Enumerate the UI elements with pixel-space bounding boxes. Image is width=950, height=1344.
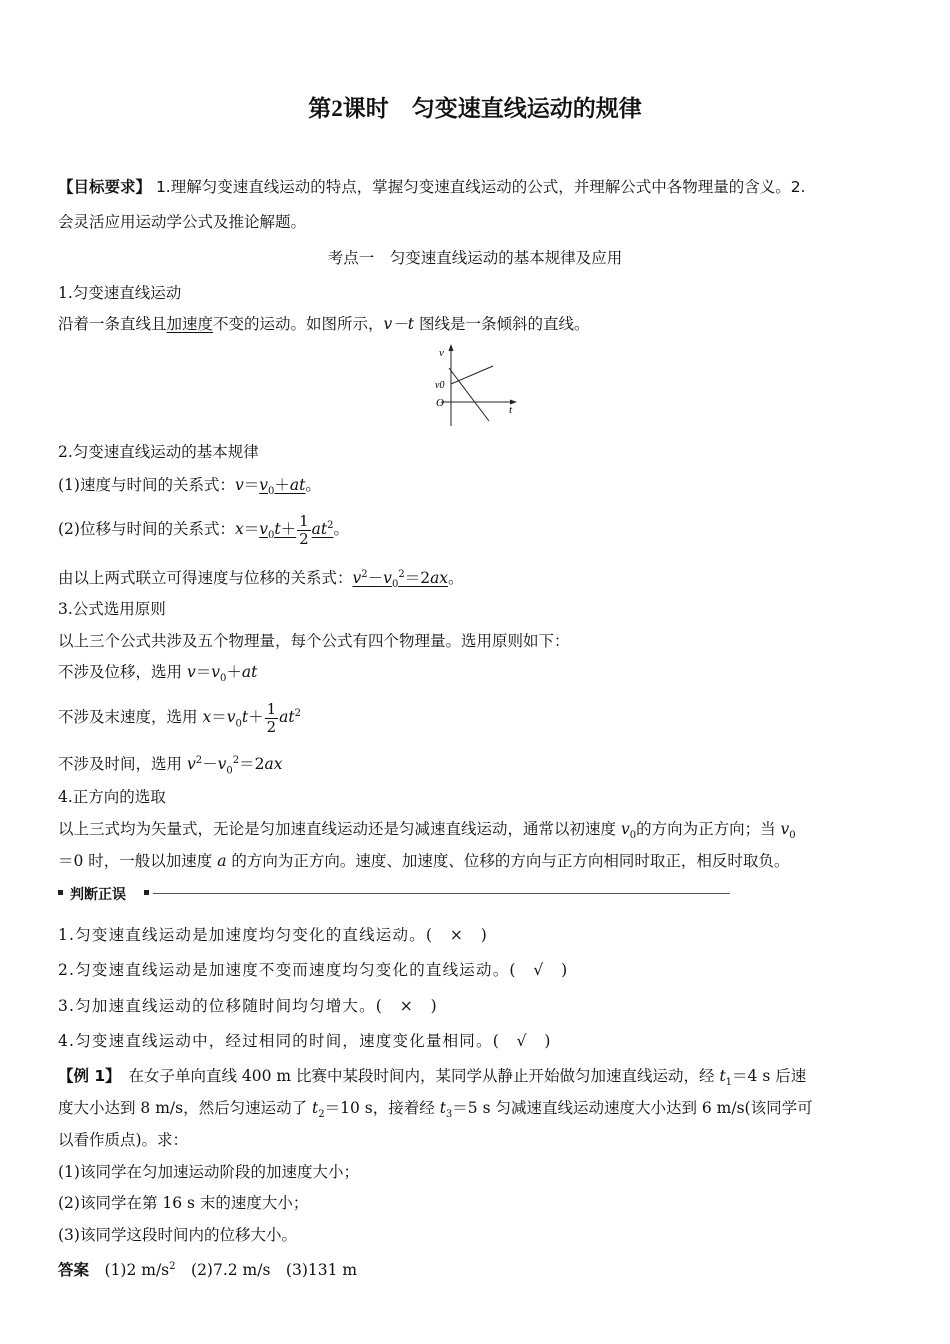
example-l1a: 在女子单向直线 400 m 比赛中某段时间内，某同学从静止开始做匀加速直线运动，经 [112,1067,720,1085]
s4-line-1b: 的方向为正方向；当 [636,820,781,838]
question-2: (2)该同学在第 16 s 末的速度大小； [58,1194,309,1212]
f2-label: (2)位移与时间的关系式： [58,520,235,539]
graph-y-arrow [449,344,454,351]
s1-vt: v－t [383,315,415,333]
question-3: (3)该同学这段时间内的位移大小。 [58,1226,297,1244]
judge-item: 1.匀变速直线运动是加速度均匀变化的直线运动。( × ) [58,926,488,944]
f1-label: (1)速度与时间的关系式： [58,476,235,494]
judge-section-bar [58,884,730,902]
judge-label: 判断正误 [70,887,126,903]
s2-heading: 2.匀变速直线运动的基本规律 [58,443,259,461]
example-l2c: ＝5 s 匀减速直线运动速度大小达到 6 m/s(该同学可 [452,1099,813,1117]
square-bullet-right [144,890,149,895]
formula-velocity: (1)速度与时间的关系式：$v=v_0+at$。 [58,476,321,498]
example-label: 【例 1】 [58,1067,113,1085]
judge-item: 3.匀加速直线运动的位移随时间均匀增大。( × ) [58,997,438,1015]
answer-sup: 2 [169,1261,176,1272]
title-number: 2 [331,96,343,121]
square-bullet-left [58,890,63,895]
formula-displacement: (2)位移与时间的关系式：$x=v_0t+$ $\frac{1}{2}$ $at^2$。 [58,511,350,548]
rule-no-final-velocity: 不涉及末速度，选用 $x=v_0t+$ $\frac{1}{2}$ $at^2$ [58,699,301,736]
s4-line-1a: 以上三式均为矢量式，无论是匀加速直线运动还是匀减速直线运动，通常以初速度 [58,820,621,838]
rule-2-text: 不涉及末速度，选用 [58,708,203,727]
judge-item: 4.匀变速直线运动中，经过相同的时间，速度变化量相同。( √ ) [58,1032,552,1050]
rule-1-text: 不涉及位移，选用 [58,663,187,681]
graph-line-increasing [451,366,493,384]
example-line-3: 以看作质点)。求： [58,1131,189,1149]
graph-label-v: v [439,347,444,359]
title-suffix: 课时 匀变速直线运动的规律 [342,96,642,122]
title-prefix: 第 [308,96,332,122]
formula-velocity-displacement: 由以上两式联立可得速度与位移的关系式：$v^2-v_0^2=2ax$。 [58,569,464,591]
s1-text-b: 不变的运动。如图所示， [213,315,384,333]
answer-label: 答案 [58,1261,90,1280]
s4-line-2a: ＝0 时，一般以加速度 [58,852,218,870]
s4-heading: 4.正方向的选取 [58,788,166,806]
s1-text [58,313,589,335]
rule-no-displacement: 不涉及位移，选用 $v=v_0+at$ [58,663,258,685]
s4-line-2: ＝0 时，一般以加速度 a 的方向为正方向。速度、加速度、位移的方向与正方向相同时取正，相反时取负。 [58,852,790,870]
goals-label: 【目标要求】 [58,178,152,196]
graph-label-v0: v0 [435,380,445,391]
s1-text-c: 图线是一条倾斜的直线。 [414,315,590,333]
s1-underlined-acceleration: 加速度 [166,315,214,333]
rule-3-text: 不涉及时间，选用 [58,755,187,774]
example-line-2: 度大小达到 8 m/s，然后匀速运动了 $t_2=10$ s，接着经 $t_3=5$ s 匀减速直线运动速度大小达到 6 m/s(该同学可 [58,1099,813,1121]
goals-text-2: 会灵活应用运动学公式及推论解题。 [58,213,307,231]
example-line-1: 【例 1】 在女子单向直线 400 m 比赛中某段时间内，某同学从静止开始做匀加速直线运动，经 $t_1=4$ s 后速 [58,1067,807,1089]
judge-rule [153,893,730,894]
goals-line-2 [58,211,306,233]
page-title [0,90,950,123]
s4-line-1: 以上三式均为矢量式，无论是匀加速直线运动还是匀减速直线运动，通常以初速度 $v_0$的方向为正方向；当 $v_0$ [58,820,796,842]
graph-label-origin: O [436,397,444,409]
example-l2b: ＝10 s，接着经 [324,1099,440,1117]
vt-graph [425,340,525,430]
answer-line [58,1256,357,1281]
answer-part-1: (1)2 m/s [89,1261,170,1280]
graph-label-t: t [509,404,513,416]
s1-heading: 1.匀变速直线运动 [58,284,182,302]
s4-line-2b: 的方向为正方向。速度、加速度、位移的方向与正方向相同时取正，相反时取负。 [226,852,790,870]
s1-text-a: 沿着一条直线且 [58,315,167,333]
section-heading: 考点一 匀变速直线运动的基本规律及应用 [327,249,623,267]
goals-line-1 [58,176,806,198]
rule-no-time: 不涉及时间，选用 $v^2-v_0^2=2ax$ [58,755,283,777]
goals-text-1: 1.理解匀变速直线运动的特点，掌握匀变速直线运动的公式，并理解公式中各物理量的含义。2. [151,178,806,196]
answer-rest: (2)7.2 m/s (3)131 m [175,1261,358,1280]
s3-intro: 以上三个公式共涉及五个物理量，每个公式有四个物理量。选用原则如下： [58,632,570,650]
example-l2a: 度大小达到 8 m/s，然后匀速运动了 [58,1099,313,1117]
s3-heading: 3.公式选用原则 [58,600,166,618]
judge-item: 2.匀变速直线运动是加速度不变而速度均匀变化的直线运动。( √ ) [58,961,569,979]
question-1: (1)该同学在匀加速运动阶段的加速度大小； [58,1163,359,1181]
example-l1b: ＝4 s 后速 [732,1067,807,1085]
f3-label: 由以上两式联立可得速度与位移的关系式： [58,569,353,588]
